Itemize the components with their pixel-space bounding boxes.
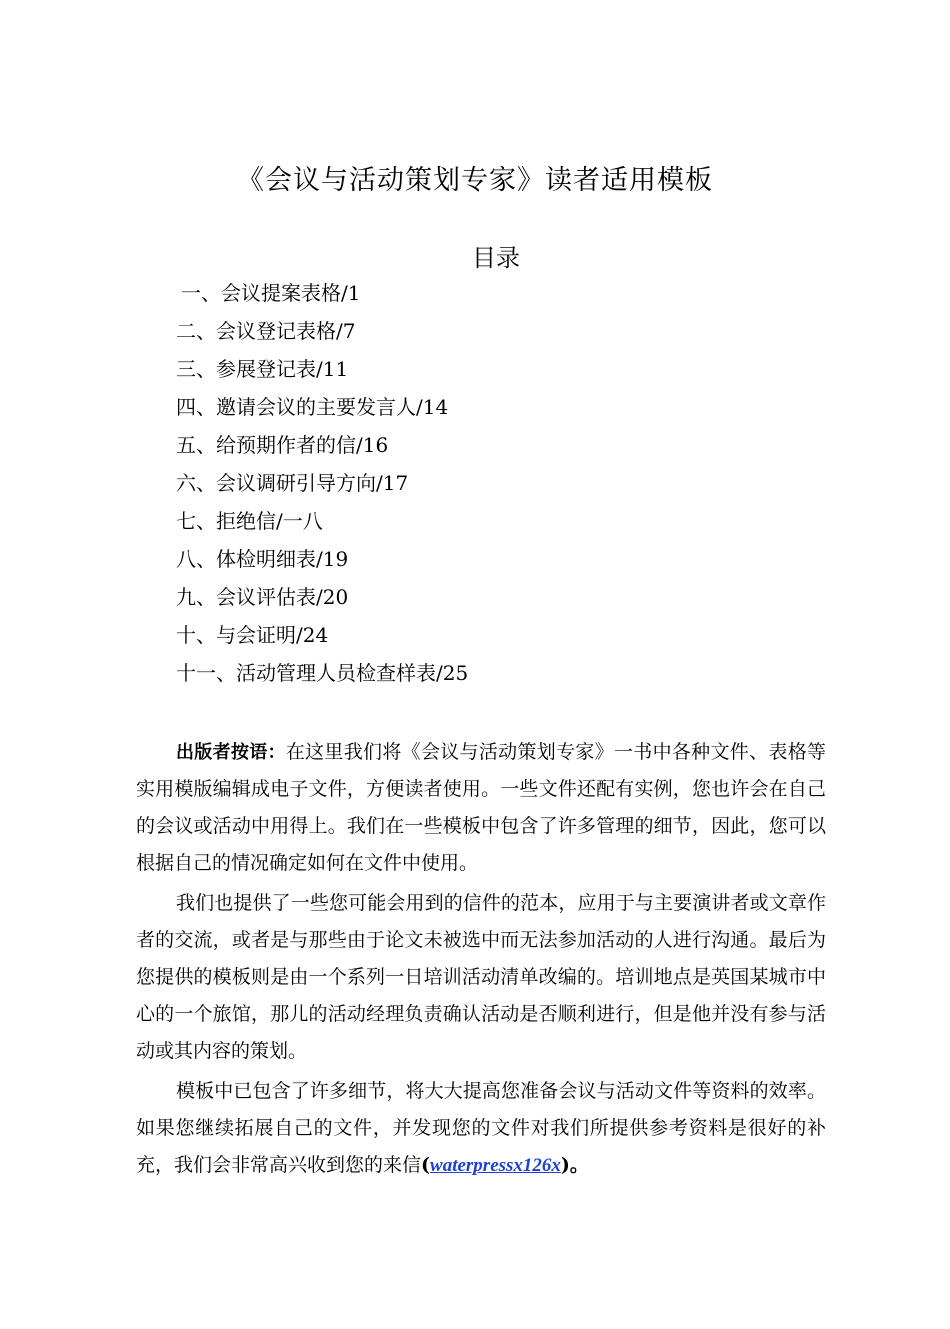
note-paragraph: 我们也提供了一些您可能会用到的信件的范本，应用于与主要演讲者或文章作者的交流，或者是与那些由于论文未被选中而无法参加活动的人进行沟通。最后为您提供的模板则是由一个系列一日培训活动清单改编的。培训地点是英国某城市中心的一个旅馆，那儿的活动经理负责确认活动是否顺利进行，但是他并没有参与活动或其内容的策划。 — [136, 892, 826, 1062]
toc-item: 四、邀请会议的主要发言人/14 — [176, 395, 449, 419]
publisher-note — [136, 734, 826, 1187]
paren-close: )。 — [560, 1154, 589, 1176]
note-label: 出版者按语： — [176, 742, 286, 763]
toc-item: 三、参展登记表/11 — [176, 357, 349, 381]
note-paragraph — [136, 734, 826, 882]
toc-item: 十一、活动管理人员检查样表/25 — [176, 661, 469, 685]
note-text: 在这里我们将《会议与活动策划专家》一书中各种文件、表格等实用模版编辑成电子文件，方便读者使用。一些文件还配有实例，您也许会在自己的会议或活动中用得上。我们在一些模板中包含了许多管理的细节，因此，您可以根据自己的情况确定如何在文件中使用。 — [136, 741, 826, 874]
note-paragraph — [136, 1073, 826, 1184]
paren-open: ( — [421, 1154, 431, 1176]
toc-item: 五、给预期作者的信/16 — [176, 433, 389, 457]
email-link[interactable]: waterpressx126x — [430, 1155, 561, 1176]
document-title: 《会议与活动策划专家》读者适用模板 — [237, 165, 713, 196]
table-of-contents — [176, 276, 468, 694]
toc-item: 七、拒绝信/一八 — [176, 509, 323, 533]
note-text: 模板中已包含了许多细节，将大大提高您准备会议与活动文件等资料的效率。如果您继续拓展自己的文件，并发现您的文件对我们所提供参考资料是很好的补充，我们会非常高兴收到您的来信 — [136, 1080, 826, 1176]
toc-item: 九、会议评估表/20 — [176, 585, 349, 609]
toc-heading: 目录 — [472, 244, 520, 272]
toc-item: 二、会议登记表格/7 — [176, 319, 356, 343]
toc-item: 六、会议调研引导方向/17 — [176, 471, 409, 495]
toc-item: 一、会议提案表格/1 — [181, 281, 361, 305]
toc-item: 八、体检明细表/19 — [176, 547, 349, 571]
toc-item: 十、与会证明/24 — [176, 623, 329, 647]
